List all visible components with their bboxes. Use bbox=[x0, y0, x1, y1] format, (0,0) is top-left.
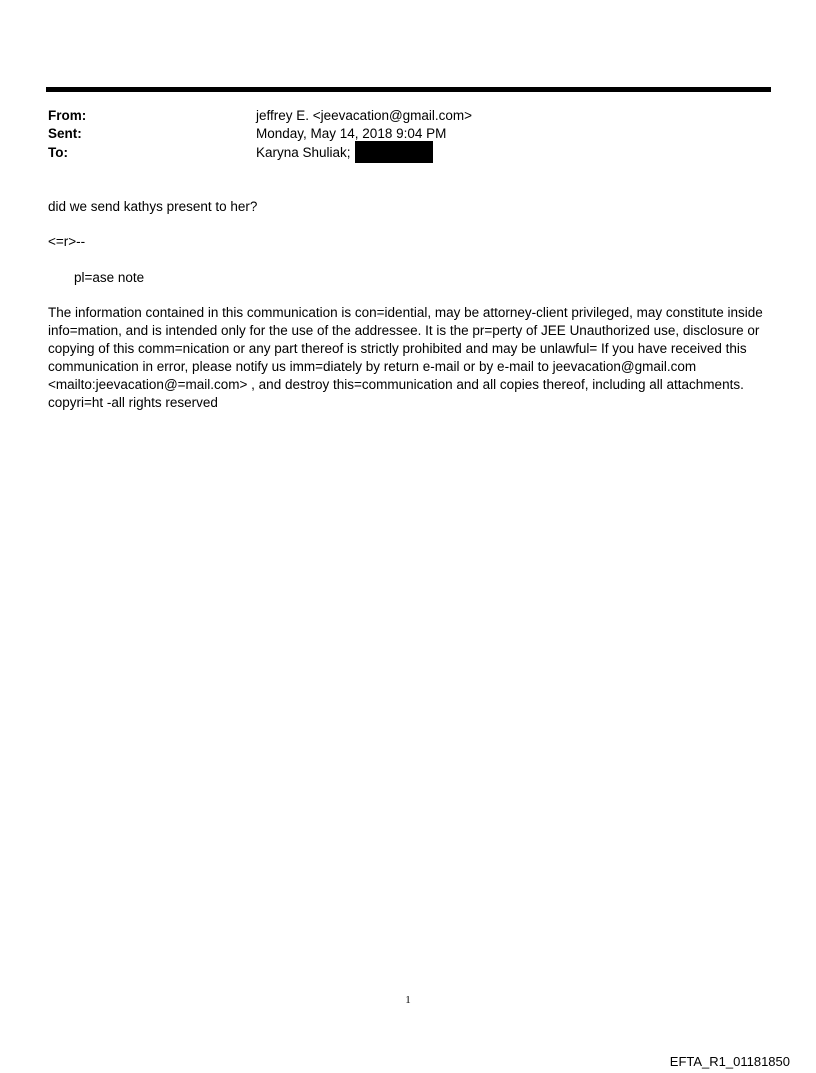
message-body: did we send kathys present to her? bbox=[48, 199, 258, 214]
document-id: EFTA_R1_01181850 bbox=[669, 1054, 790, 1069]
page-number: 1 bbox=[405, 994, 411, 1006]
to-label: To: bbox=[48, 145, 68, 160]
header-divider bbox=[46, 87, 771, 92]
to-value-wrapper bbox=[256, 144, 433, 163]
to-value: Karyna Shuliak; bbox=[256, 145, 351, 160]
sent-value: Monday, May 14, 2018 9:04 PM bbox=[256, 126, 447, 141]
from-label: From: bbox=[48, 108, 87, 123]
redaction-block bbox=[355, 141, 433, 163]
note-line: pl=ase note bbox=[74, 270, 145, 285]
from-value: jeffrey E. <jeevacation@gmail.com> bbox=[256, 108, 473, 123]
sent-label: Sent: bbox=[48, 126, 82, 141]
signature-marker: <=r>-- bbox=[48, 234, 86, 249]
confidentiality-disclaimer: The information contained in this communication is con=idential, may be attorney-client privileged, may constitute inside info=mation, and is intended only for the use of the addressee. It is the pr=perty of JEE Unauthorized use, disclosure or copying of this comm=nication or any part thereof is strictly prohibited and may be unlawful= If you have received this communication in error, please notify us imm=diately by return e-mail or by e-mail to jeevacation@gmail.com <mailto:jeevacation@=mail.com> , and destroy this=communication and all copies thereof, including all attachments. copyri=ht -all rights reserved bbox=[48, 305, 763, 410]
